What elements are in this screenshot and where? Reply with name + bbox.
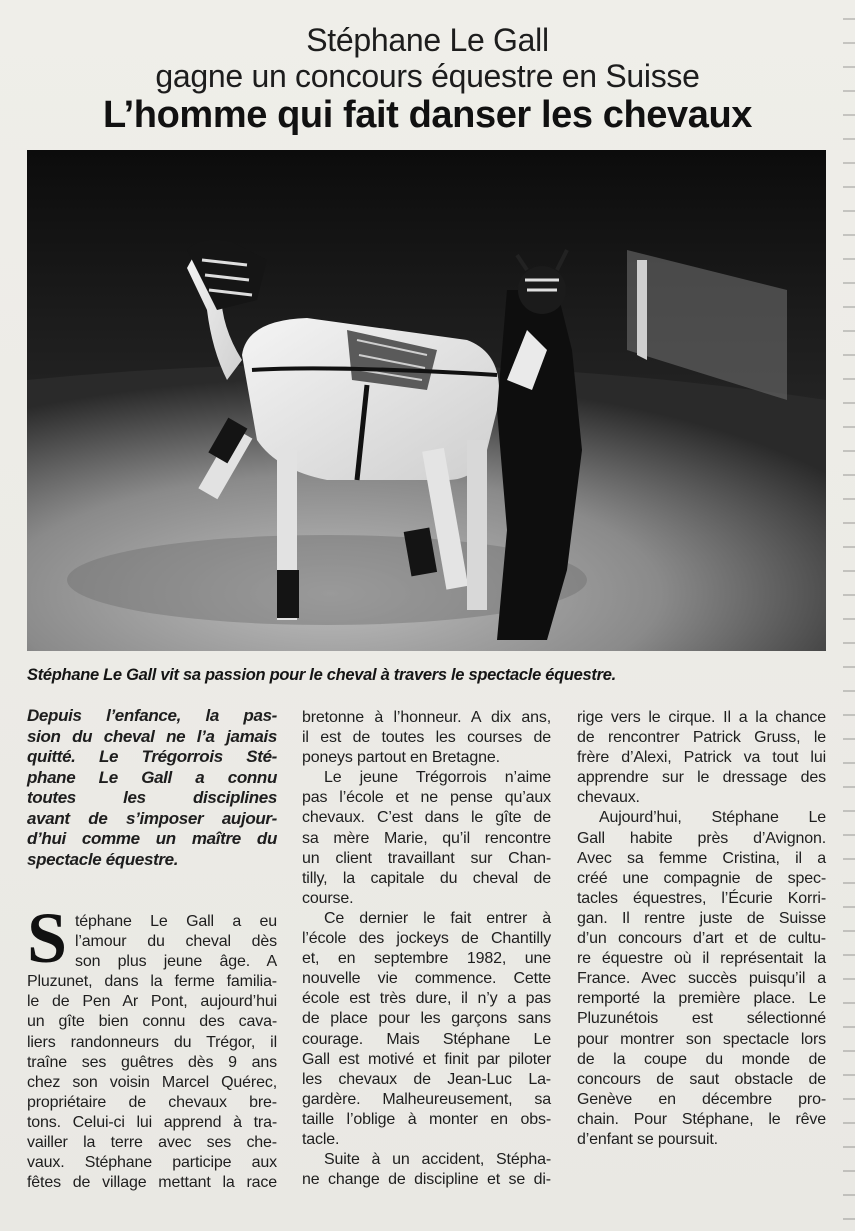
text-line: Le jeune Trégorrois n’aime: [324, 769, 551, 787]
lead-line: Depuis l’enfance, la pas-: [27, 706, 277, 725]
headline-name: Stéphane Le Gall: [306, 22, 549, 58]
lead-line: avant de s’imposer aujour-: [27, 808, 277, 828]
text-line: concours de saut obstacle de: [577, 1070, 826, 1088]
text-line: son plus jeune âge. A: [75, 953, 277, 971]
text-line: d’un concours d’art et de cultu-: [577, 930, 826, 948]
text-line: vailler la terre avec ses che-: [27, 1134, 277, 1152]
text-line: apprendre sur le dressage des: [577, 769, 826, 787]
horse-and-rider-image: [27, 150, 826, 651]
text-line: tacle.: [302, 1130, 340, 1148]
text-line: l’école des jockeys de Chantilly: [302, 930, 551, 948]
text-line: les chevaux de Jean-Luc La-: [302, 1070, 551, 1088]
text-line: bretonne à l’honneur. A dix ans,: [302, 709, 551, 726]
text-line: chevaux. C’est dans le gîte de: [302, 809, 551, 827]
article-column-3: [577, 708, 826, 1150]
article-column-2: [302, 708, 551, 1190]
text-line: chez son voisin Marcel Quérec,: [27, 1073, 277, 1091]
text-line: téphane Le Gall a eu: [75, 913, 277, 930]
text-line: Aujourd’hui, Stéphane Le: [599, 809, 826, 827]
text-line: le de Pen Ar Pont, aujourd’hui: [27, 993, 277, 1011]
text-line: tacles équestres, l’Écurie Korri-: [577, 889, 826, 907]
text-line: Suite à un accident, Stépha-: [324, 1151, 551, 1169]
text-line: chevaux.: [577, 789, 640, 807]
text-line: frère d’Alexi, Patrick va tout lui: [577, 749, 826, 767]
text-line: nouvelle vie commence. Cette: [302, 970, 551, 988]
lead-line: toutes les disciplines: [27, 788, 277, 807]
text-line: vaux. Stéphane participe aux: [27, 1154, 277, 1172]
text-line: courage. Mais Stéphane Le: [302, 1030, 551, 1048]
article-photo: [27, 150, 826, 651]
text-line: de place pour les garçons sans: [302, 1010, 551, 1028]
text-line: école est très dure, il n’y a pas: [302, 990, 551, 1008]
lead-line: phane Le Gall a connu: [27, 767, 277, 787]
lead-line: quitté. Le Trégorrois Sté-: [27, 747, 277, 766]
text-line: un gîte bien connu des cava-: [27, 1013, 277, 1031]
text-line: et, en septembre 1982, une: [302, 950, 551, 968]
headline-subtitle: gagne un concours équestre en Suisse: [155, 58, 700, 94]
text-line: re équestre où il représentait la: [577, 950, 826, 968]
text-line: remporté la première place. Le: [577, 990, 826, 1008]
text-line: de rencontrer Patrick Gruss, le: [577, 729, 826, 747]
text-line: il est de toutes les courses de: [302, 729, 551, 747]
text-line: rige vers le cirque. Il a la chance: [577, 709, 826, 726]
text-line: l’amour du cheval dès: [75, 933, 277, 951]
lead-line: d’hui comme un maître du: [27, 829, 277, 848]
text-line: Gall est motivé et finit par piloter: [302, 1050, 551, 1068]
text-line: Pluzunétois est sélectionné: [577, 1010, 826, 1028]
text-line: pas l’école et ne pense qu’aux: [302, 789, 551, 807]
lead-line: sion du cheval ne l’a jamais: [27, 726, 277, 746]
text-line: traîne ses guêtres dès 9 ans: [27, 1053, 277, 1071]
text-line: Pluzunet, dans la ferme familia-: [27, 973, 277, 991]
text-line: Genève en décembre pro-: [577, 1090, 826, 1108]
text-line: France. Avec succès puisqu’il a: [577, 970, 826, 988]
text-line: gan. Il rentre juste de Suisse: [577, 909, 826, 927]
text-line: liers randonneurs du Trégor, il: [27, 1033, 277, 1051]
text-line: créé une compagnie de spec-: [577, 869, 826, 887]
text-line: taille l’oblige à monter en obs-: [302, 1110, 551, 1128]
text-line: un client travaillant sur Chan-: [302, 849, 551, 867]
text-line: Gall habite près d’Avignon.: [577, 829, 826, 847]
text-line: course.: [302, 889, 354, 907]
drop-cap: S: [27, 898, 68, 978]
text-line: Ce dernier le fait entrer à: [324, 909, 551, 927]
article-title: L’homme qui fait danser les chevaux: [102, 94, 753, 136]
text-line: chain. Pour Stéphane, le rêve: [577, 1110, 826, 1128]
article-column-1: [27, 912, 277, 1193]
adjacent-column-edge: [843, 0, 855, 1231]
lead-paragraph: [27, 706, 277, 870]
text-line: poneys partout en Bretagne.: [302, 749, 500, 767]
text-line: ne change de discipline et se di-: [302, 1171, 551, 1189]
text-line: gardère. Malheureusement, sa: [302, 1090, 551, 1108]
photo-caption: Stéphane Le Gall vit sa passion pour le cheval à travers le spectacle équestre.: [27, 666, 616, 684]
text-line: d’enfant se poursuit.: [577, 1130, 718, 1148]
text-line: propriétaire de chevaux bre-: [27, 1093, 277, 1111]
text-line: Avec sa femme Cristina, il a: [577, 849, 826, 867]
text-line: de la coupe du monde de: [577, 1050, 826, 1068]
text-line: sa mère Marie, qu’il rencontre: [302, 829, 551, 847]
text-line: tilly, la capitale du cheval de: [302, 869, 551, 887]
text-line: tons. Celui-ci lui apprend à tra-: [27, 1113, 277, 1131]
lead-line: spectacle équestre.: [27, 849, 179, 869]
text-line: fêtes de village mettant la race: [27, 1174, 277, 1192]
text-line: pour montrer son spectacle lors: [577, 1030, 826, 1048]
